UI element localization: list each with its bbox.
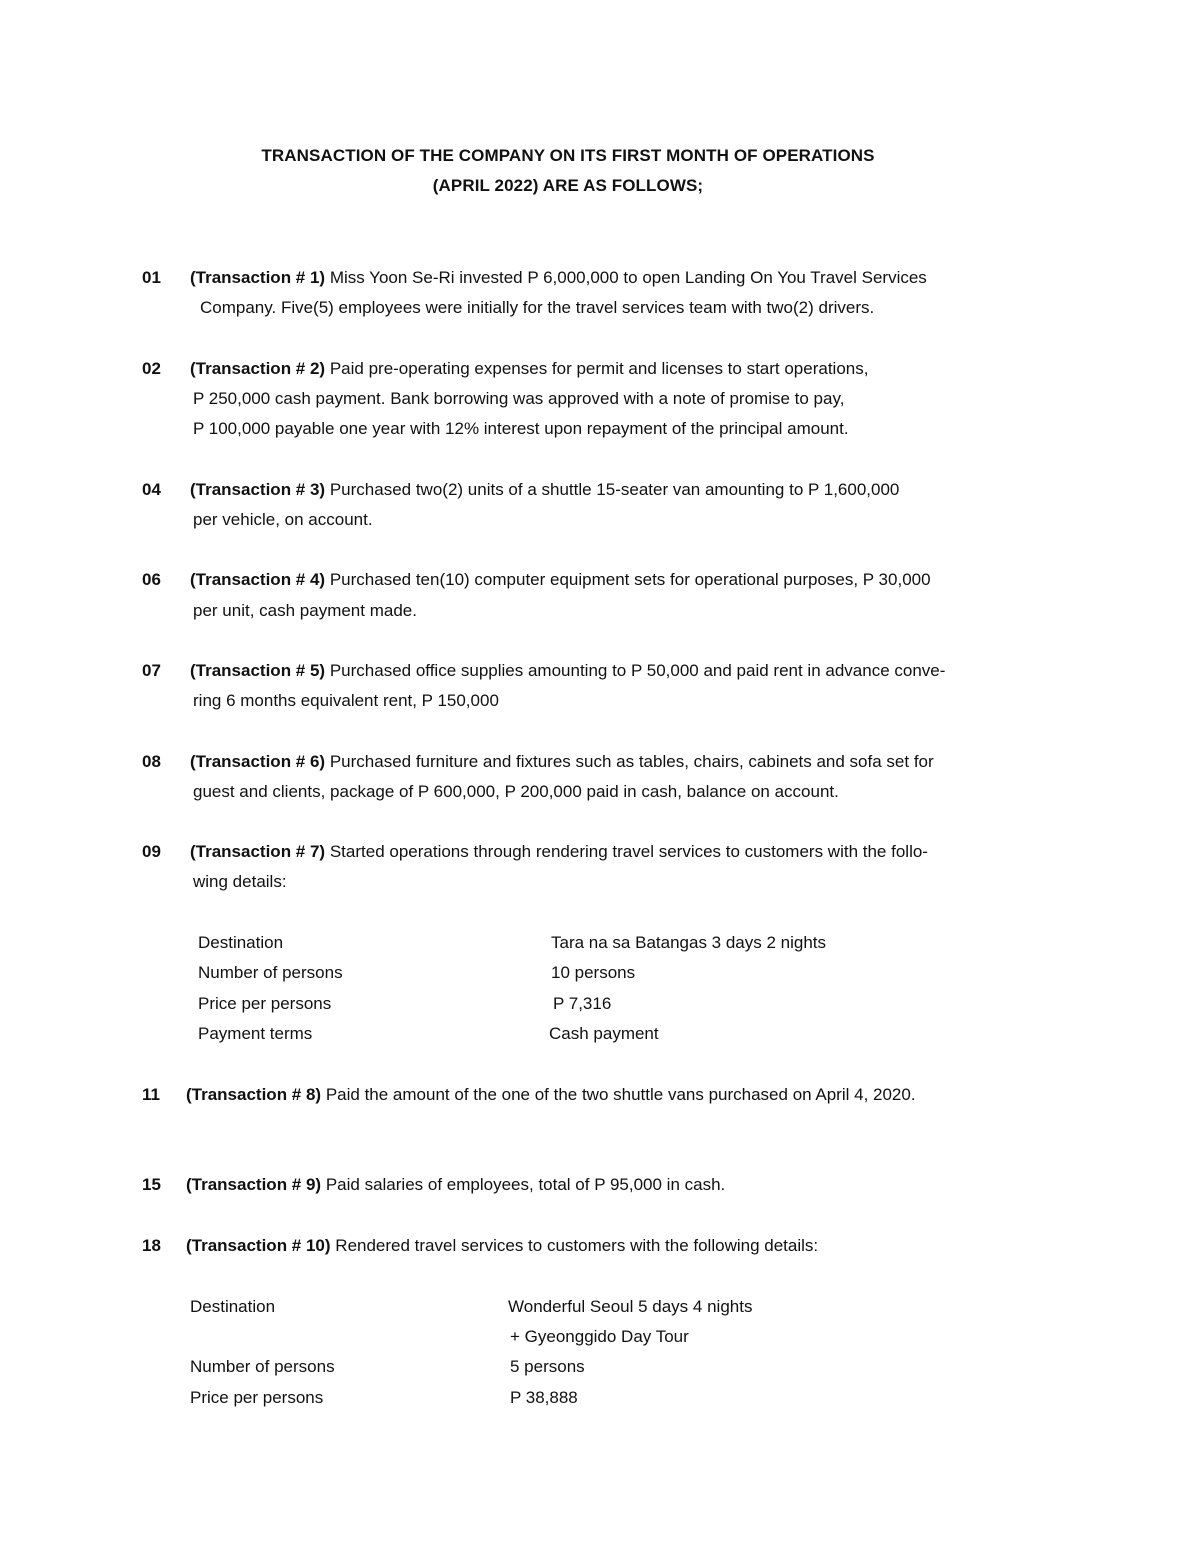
entry-day: 07 — [142, 661, 161, 680]
detail-label: Destination — [190, 1297, 276, 1316]
transaction-tag: (Transaction # 10) — [186, 1236, 331, 1255]
document-title-line-1: TRANSACTION OF THE COMPANY ON ITS FIRST MONTH OF OPERATIONS — [261, 146, 875, 165]
entry-day: 09 — [142, 842, 161, 861]
transaction-tag: (Transaction # 4) — [190, 570, 326, 589]
detail-label: Destination — [198, 933, 284, 952]
entry-line: (Transaction # 6) Purchased furniture and fixtures such as tables, chairs, cabinets and sofa set for — [190, 752, 934, 771]
entry-day: 15 — [142, 1175, 161, 1194]
entry-line: guest and clients, package of P 600,000, P 200,000 paid in cash, balance on account. — [193, 782, 839, 801]
detail-value: Cash payment — [549, 1024, 659, 1043]
entry-line: per vehicle, on account. — [193, 510, 373, 529]
detail-label: Payment terms — [198, 1024, 313, 1043]
entry-day: 08 — [142, 752, 161, 771]
entry-line: (Transaction # 4) Purchased ten(10) computer equipment sets for operational purposes, P 30,000 — [190, 570, 931, 589]
entry-line: (Transaction # 7) Started operations through rendering travel services to customers with the follo- — [190, 842, 928, 861]
transaction-tag: (Transaction # 1) — [190, 268, 326, 287]
detail-value: P 7,316 — [553, 994, 612, 1013]
entry-line: ring 6 months equivalent rent, P 150,000 — [193, 691, 499, 710]
entry-day: 11 — [142, 1085, 160, 1104]
detail-value: Tara na sa Batangas 3 days 2 nights — [551, 933, 827, 952]
transaction-tag: (Transaction # 7) — [190, 842, 326, 861]
detail-label: Number of persons — [190, 1357, 335, 1376]
detail-value: 5 persons — [510, 1357, 585, 1376]
document-title-line-2: (APRIL 2022) ARE AS FOLLOWS; — [432, 176, 704, 195]
entry-line: (Transaction # 2) Paid pre-operating expenses for permit and licenses to start operations, — [190, 359, 869, 378]
entry-day: 01 — [142, 268, 161, 287]
detail-value: Wonderful Seoul 5 days 4 nights — [508, 1297, 753, 1316]
detail-label: Price per persons — [190, 1388, 324, 1407]
detail-value: P 38,888 — [510, 1388, 578, 1407]
entry-day: 04 — [142, 480, 161, 499]
entry-line: (Transaction # 8) Paid the amount of the one of the two shuttle vans purchased on April 4, 2020. — [186, 1085, 916, 1104]
transaction-tag: (Transaction # 8) — [186, 1085, 322, 1104]
entry-line: (Transaction # 10) Rendered travel services to customers with the following details: — [186, 1236, 819, 1255]
entry-line: Company. Five(5) employees were initially for the travel services team with two(2) drivers. — [200, 298, 875, 317]
entry-line: P 250,000 cash payment. Bank borrowing was approved with a note of promise to pay, — [193, 389, 845, 408]
detail-value: 10 persons — [551, 963, 636, 982]
transaction-tag: (Transaction # 9) — [186, 1175, 322, 1194]
detail-label: Price per persons — [198, 994, 332, 1013]
entry-line: (Transaction # 1) Miss Yoon Se-Ri invested P 6,000,000 to open Landing On You Travel Services — [190, 268, 927, 287]
detail-label: Number of persons — [198, 963, 343, 982]
entry-day: 02 — [142, 359, 161, 378]
transaction-tag: (Transaction # 2) — [190, 359, 326, 378]
entry-line: (Transaction # 9) Paid salaries of employees, total of P 95,000 in cash. — [186, 1175, 726, 1194]
entry-line: P 100,000 payable one year with 12% interest upon repayment of the principal amount. — [193, 419, 849, 438]
entry-line: wing details: — [193, 872, 287, 891]
detail-value: + Gyeonggido Day Tour — [510, 1327, 689, 1346]
transaction-tag: (Transaction # 6) — [190, 752, 326, 771]
entry-day: 18 — [142, 1236, 161, 1255]
entry-line: (Transaction # 5) Purchased office supplies amounting to P 50,000 and paid rent in advance conve- — [190, 661, 946, 680]
entry-line: per unit, cash payment made. — [193, 601, 417, 620]
entry-line: (Transaction # 3) Purchased two(2) units of a shuttle 15-seater van amounting to P 1,600,000 — [190, 480, 900, 499]
entry-day: 06 — [142, 570, 161, 589]
transaction-tag: (Transaction # 3) — [190, 480, 326, 499]
transaction-tag: (Transaction # 5) — [190, 661, 326, 680]
